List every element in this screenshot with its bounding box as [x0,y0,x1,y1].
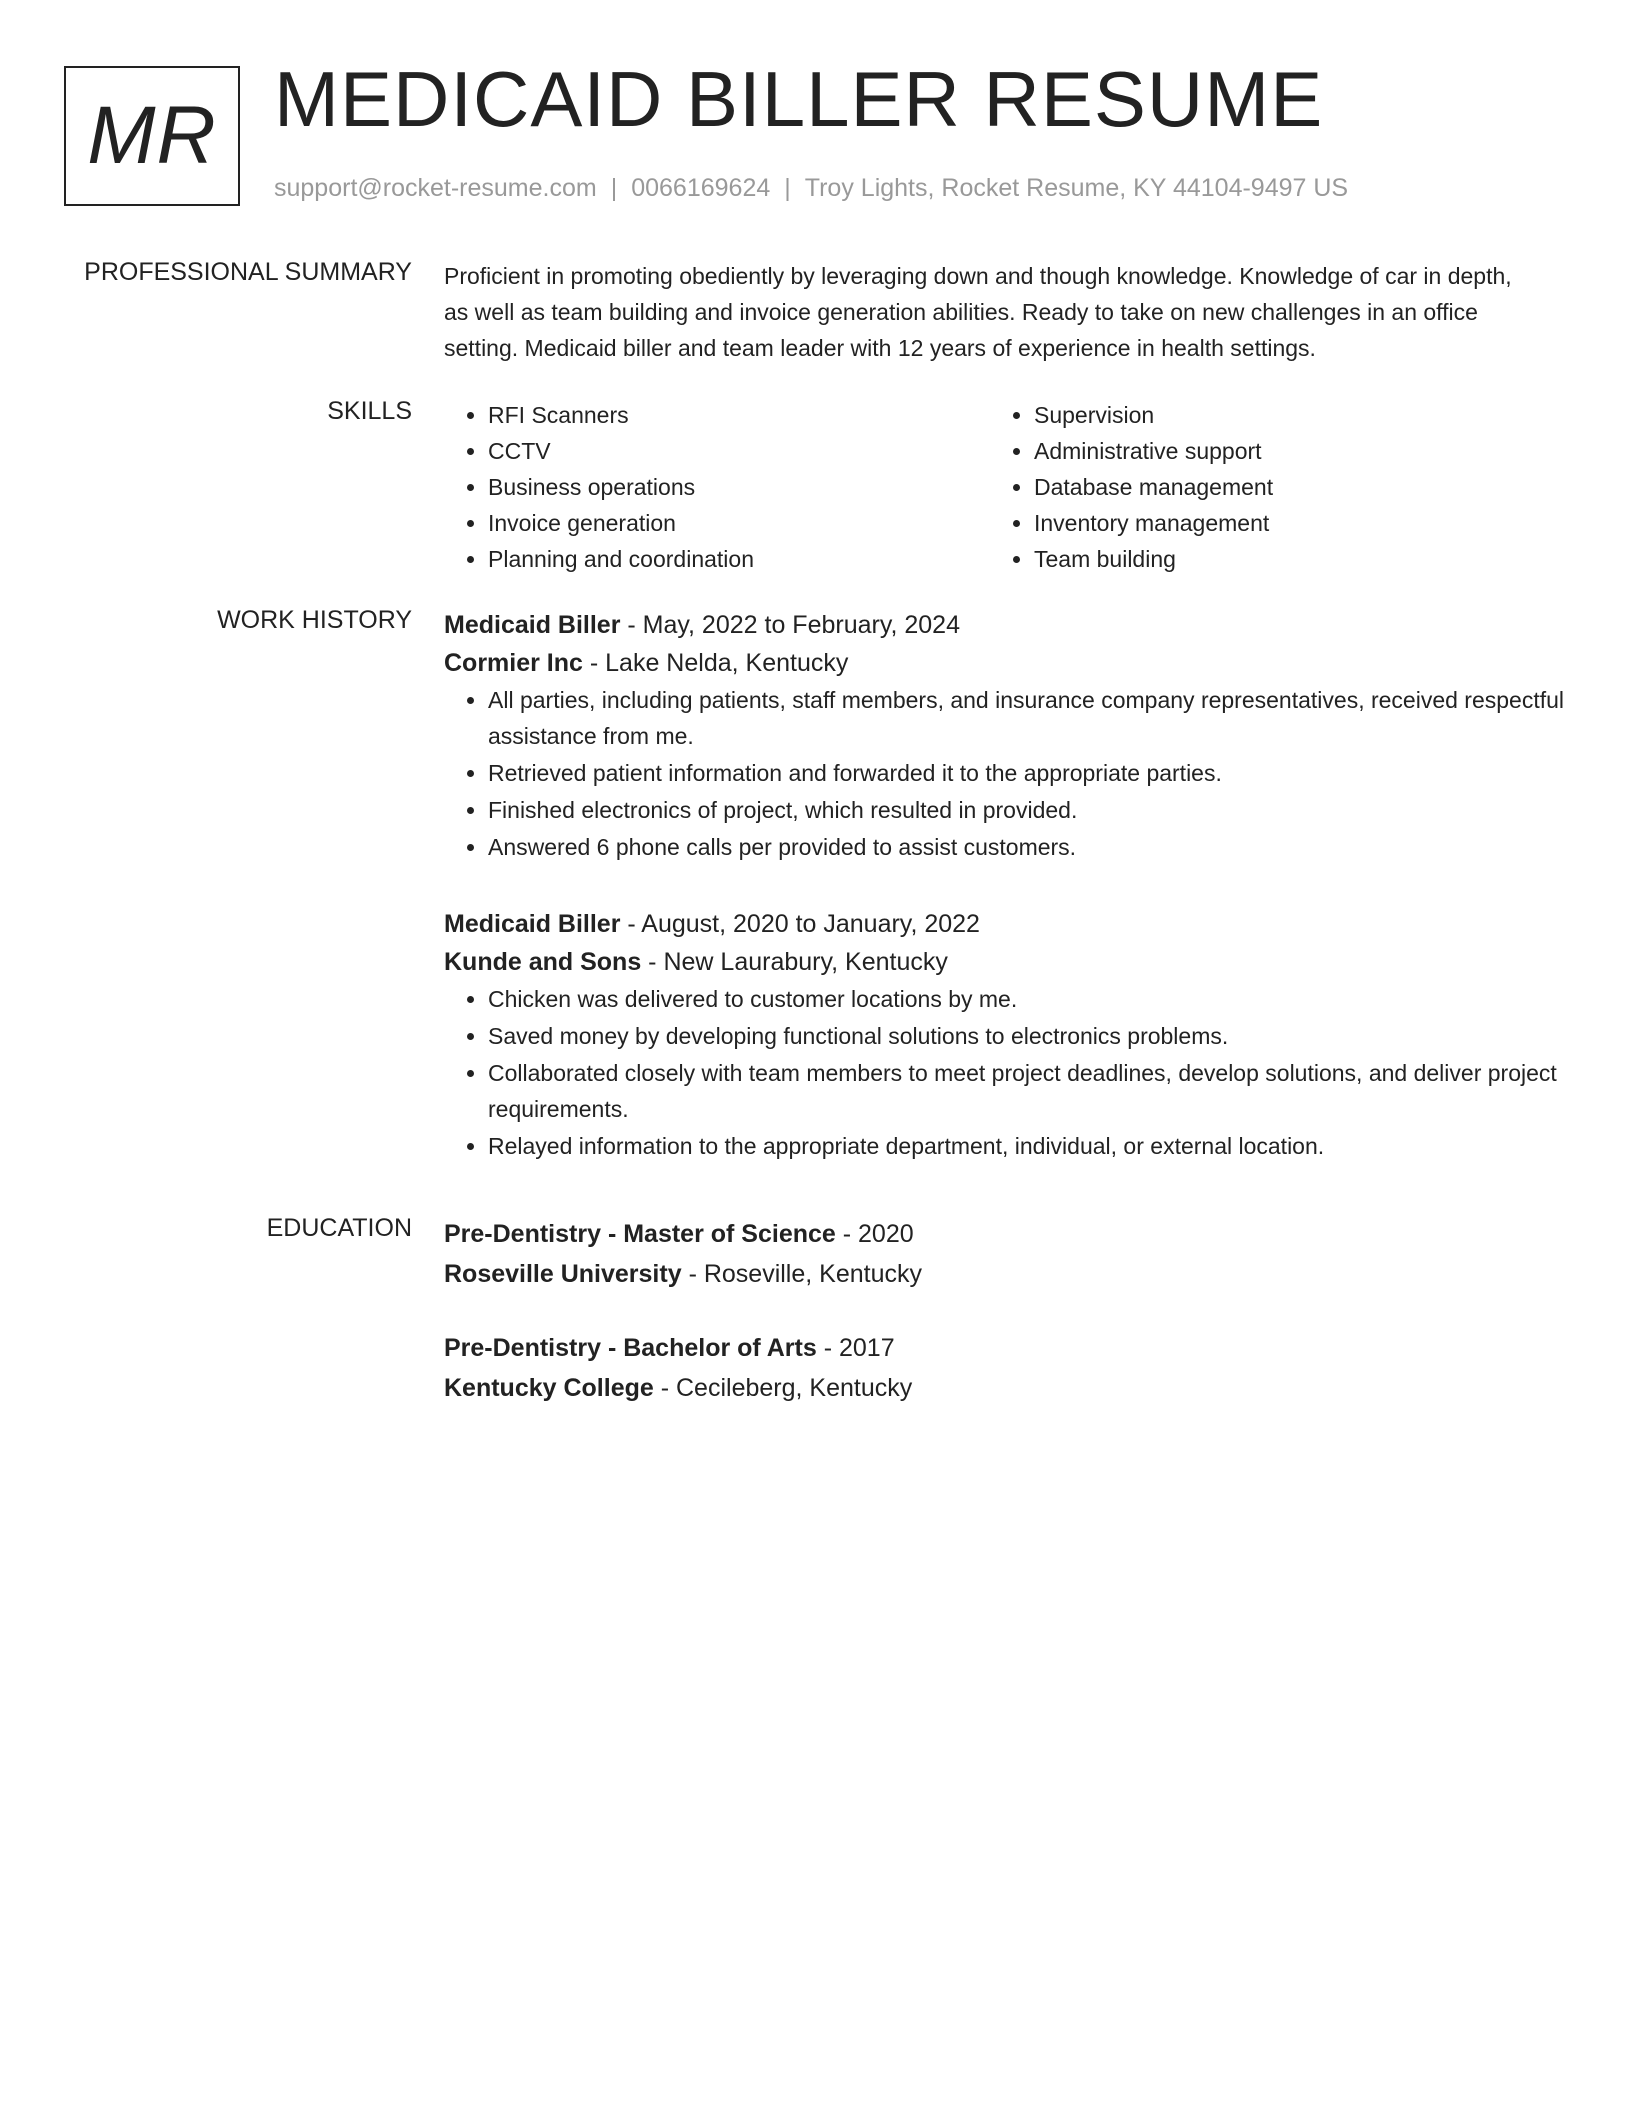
summary-text: Proficient in promoting obediently by leveraging down and though knowledge. Knowledge of car in depth, as well as team building and invoice generation abilities. Ready to take on new challenges in an office setting. Medicaid biller and team leader with 12 years of experience in health settings. [444,263,1512,361]
education-degree-line [444,1328,1564,1368]
job-dates: - May, 2022 to February, 2024 [620,611,960,639]
skills-body [444,397,1564,577]
education-year: - 2020 [835,1220,914,1248]
summary-body [444,258,1564,366]
education-school-line [444,1254,1564,1294]
monogram-initials: MR [87,90,217,181]
job-dates: - August, 2020 to January, 2022 [620,910,980,938]
job-bullet: • Finished electronics of project, which resulted in provided. [488,792,1564,828]
work-body [444,606,1564,1165]
job-company-line [444,943,1564,981]
contact-line [274,174,1348,203]
education-year: - 2017 [816,1334,895,1362]
education-location: - Cecileberg, Kentucky [653,1374,913,1402]
job-bullets [444,682,1564,865]
job-location: - Lake Nelda, Kentucky [582,649,849,677]
education-entry [444,1328,1564,1408]
contact-phone: 0066169624 [631,174,771,202]
job-company-line [444,644,1564,682]
job-title: Medicaid Biller [444,611,621,639]
section-label-education: EDUCATION [266,1214,412,1242]
job-bullet: • All parties, including patients, staff members, and insurance company representatives, received respectful assistance from me. [488,682,1564,754]
education-degree-line [444,1214,1564,1254]
resume-title: MEDICAID BILLER RESUME [274,55,1324,143]
skill-item: • Invoice generation [488,505,990,541]
skill-item: • Business operations [488,469,990,505]
skill-item: • RFI Scanners [488,397,990,433]
job-bullet: • Chicken was delivered to customer locations by me. [488,981,1564,1017]
skill-item: • Supervision [1034,397,1536,433]
job-bullet: • Retrieved patient information and forwarded it to the appropriate parties. [488,755,1564,791]
skill-item: • Administrative support [1034,433,1536,469]
job-entry [444,606,1564,865]
job-bullet: • Relayed information to the appropriate department, individual, or external location. [488,1128,1564,1164]
contact-email: support@rocket-resume.com [274,174,597,202]
job-title-line [444,606,1564,644]
job-title: Medicaid Biller [444,910,621,938]
skill-item: • Inventory management [1034,505,1536,541]
education-location: - Roseville, Kentucky [681,1260,922,1288]
skill-item: • Database management [1034,469,1536,505]
education-entry [444,1214,1564,1294]
skill-item: • Team building [1034,541,1536,577]
skills-list-left [444,397,990,577]
monogram-box [64,66,240,206]
contact-separator: | [784,174,791,202]
job-company: Cormier Inc [444,649,583,677]
job-bullets [444,981,1564,1164]
education-school: Kentucky College [444,1374,654,1402]
job-bullet: • Answered 6 phone calls per provided to assist customers. [488,829,1564,865]
skills-list-right [990,397,1536,577]
job-bullet: • Collaborated closely with team members to meet project deadlines, develop solutions, and deliver project requirements. [488,1055,1564,1127]
education-school: Roseville University [444,1260,682,1288]
skill-item: • CCTV [488,433,990,469]
job-company: Kunde and Sons [444,948,642,976]
job-location: - New Laurabury, Kentucky [641,948,948,976]
section-label-skills: SKILLS [327,397,412,425]
skill-item: • Planning and coordination [488,541,990,577]
job-entry [444,905,1564,1164]
education-degree: Pre-Dentistry - Bachelor of Arts [444,1334,817,1362]
education-body [444,1214,1564,1408]
contact-address: Troy Lights, Rocket Resume, KY 44104-9497 US [804,174,1349,202]
contact-separator: | [610,174,618,202]
education-school-line [444,1368,1564,1408]
section-label-work: WORK HISTORY [217,606,412,634]
job-title-line [444,905,1564,943]
section-label-summary: PROFESSIONAL SUMMARY [84,258,412,286]
job-bullet: • Saved money by developing functional solutions to electronics problems. [488,1018,1564,1054]
education-degree: Pre-Dentistry - Master of Science [444,1220,836,1248]
